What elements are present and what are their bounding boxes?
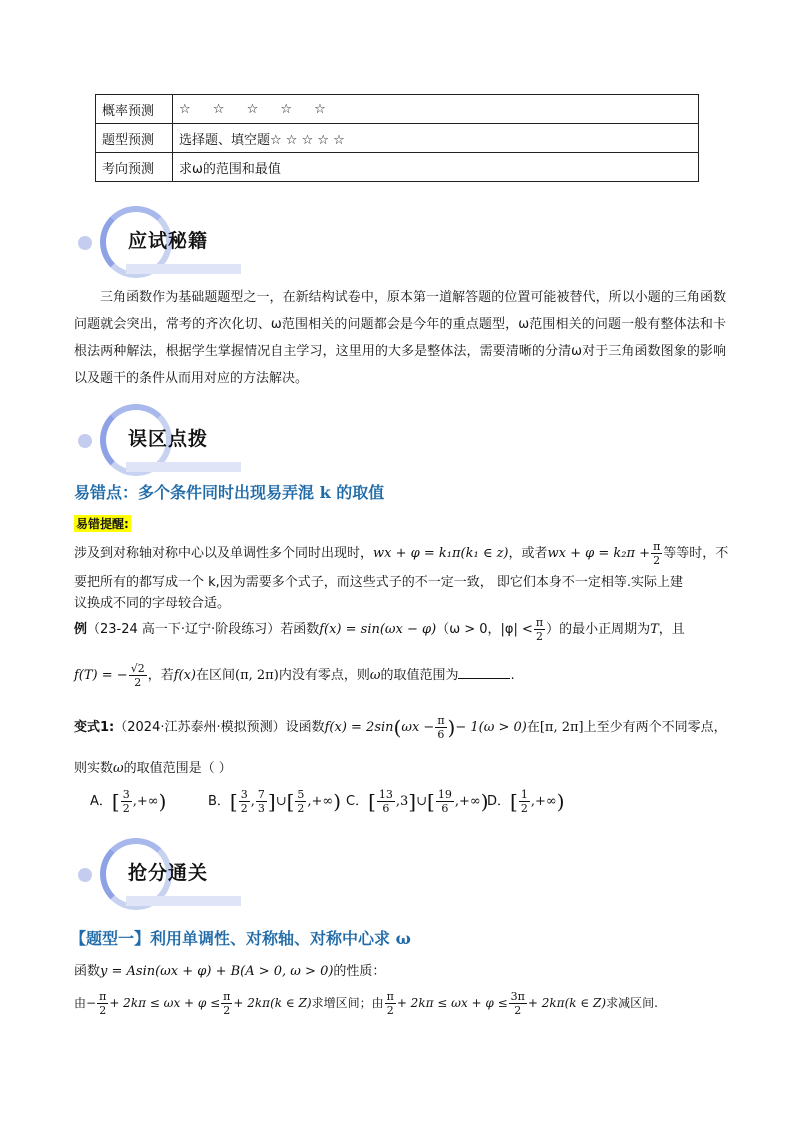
- formula: wx + φ = k₁π(k₁ ∈ z): [373, 546, 509, 561]
- section-header-errors: [78, 404, 248, 476]
- formula: [π, 2π]: [539, 720, 584, 735]
- formula: y = Asin(ωx + φ) + B(A > 0, ω > 0): [100, 964, 334, 979]
- formula: f(x) = 2sin: [324, 720, 394, 735]
- row-value: 选择题、填空题☆ ☆ ☆ ☆ ☆: [173, 124, 699, 153]
- formula: ωx −: [401, 720, 435, 735]
- decor-dot-icon: [78, 236, 92, 250]
- variant-line-2: [74, 757, 232, 776]
- table-row: [96, 153, 699, 182]
- table-row: [96, 124, 699, 153]
- type1-line-2: 由− $\frac{\pi}{2}$ + 2kπ ≤ ωx + φ ≤ $\frac{\pi}{2}$ + 2kπ(k ∈ Z)求增区间；由 $\frac{\pi}{2}$ + 2kπ ≤ ωx + φ ≤ $\frac{3\pi}{2}$ + 2kπ(k ∈ Z)求减区间.: [74, 990, 658, 1017]
- section-title: 抢分通关: [128, 862, 209, 884]
- answer-blank: [458, 666, 510, 679]
- text: ，或者: [508, 546, 548, 561]
- text: 内没有零点，则: [278, 668, 370, 683]
- intro-paragraph: 三角函数作为基础题题型之一，在新结构试卷中，原本第一道解答题的位置可能被替代，所以小题的三角函数问题就会突出，常考的齐次化切、ω范围相关的问题都会是今年的重点题型，ω范围相关的问题一般有整体法和卡根法两种解法，根据学生掌握情况自主学习，这里用的大多是整体法，需要清晰的分清ω对于三角函数图象的影响以及题干的条件从而用对应的方法解决。: [74, 290, 726, 386]
- text: 的性质：: [333, 964, 386, 979]
- variant-label: 变式1:: [74, 720, 115, 735]
- row-value: 求ω的范围和最值: [173, 153, 699, 182]
- decor-dot-icon: [78, 868, 92, 882]
- text: 求增区间；由: [311, 996, 384, 1010]
- option-label: C．: [346, 794, 369, 809]
- text: （2024·江苏泰州·模拟预测）设函数: [114, 720, 325, 735]
- text: 等等时，不: [663, 546, 729, 561]
- decor-dot-icon: [78, 434, 92, 448]
- row-value: ☆ ☆ ☆ ☆ ☆: [173, 95, 699, 124]
- formula: f(x) = sin(ωx − φ): [319, 622, 437, 637]
- type1-line-1: [74, 960, 385, 979]
- formula: (π, 2π): [235, 668, 279, 683]
- text: ）的最小正周期为: [546, 622, 651, 637]
- text: ，若: [147, 668, 174, 683]
- text: 在区间: [196, 668, 236, 683]
- fraction: $\frac{\pi}{2}$: [535, 616, 544, 643]
- formula: ω: [113, 761, 124, 776]
- text: 涉及到对称轴对称中心以及单调性多个同时出现时，: [74, 546, 374, 561]
- formula: wx + φ = k₂π +: [547, 546, 651, 561]
- prediction-table: [95, 94, 699, 182]
- error-tip-line-1: [74, 540, 728, 567]
- section-title: 应试秘籍: [128, 230, 209, 252]
- formula: T: [650, 622, 659, 637]
- text: （23-24 高一下·辽宁·阶段练习）若函数: [87, 622, 320, 637]
- example-line-2: [74, 662, 515, 689]
- option-b[interactable]: B．[ $\frac{3}{2}$ , $\frac{7}{3}$ ]∪[ $\frac{5}{2}$ ,+∞): [208, 788, 342, 815]
- formula: f(x): [173, 668, 197, 683]
- section-title: 误区点拨: [128, 428, 209, 450]
- option-a[interactable]: A．[ $\frac{3}{2}$ ,+∞): [90, 788, 167, 815]
- formula: − 1(ω > 0): [455, 720, 527, 735]
- option-d[interactable]: D．[ $\frac{1}{2}$ ,+∞): [487, 788, 565, 815]
- text: （ω > 0，|φ| <: [436, 622, 533, 637]
- error-tip-label: 易错提醒:: [76, 517, 129, 531]
- text: 由: [74, 996, 87, 1010]
- text: 的取值范围为: [380, 668, 459, 683]
- error-tip-line-3: 议换成不同的字母较合适。: [74, 596, 231, 611]
- fraction: $\frac{√2}{2}$: [130, 662, 145, 689]
- example-line-1: [74, 616, 685, 643]
- option-label: B．: [208, 794, 230, 809]
- text: 求减区间.: [606, 996, 658, 1010]
- row-label: 考向预测: [96, 153, 173, 182]
- formula: f(T) = −: [74, 668, 128, 683]
- option-label: A．: [90, 794, 112, 809]
- decor-bar: [126, 264, 241, 274]
- text: ，且: [658, 622, 685, 637]
- example-label: 例: [74, 622, 88, 637]
- text: 在: [526, 720, 540, 735]
- decor-bar: [126, 896, 241, 906]
- variant-line-1: [74, 714, 727, 741]
- error-point-heading: 易错点：多个条件同时出现易弄混 k 的取值: [74, 483, 385, 502]
- type1-heading: 【题型一】利用单调性、对称轴、对称中心求 ω: [70, 929, 411, 948]
- paren: ): [447, 715, 456, 740]
- row-label: 题型预测: [96, 124, 173, 153]
- fraction: $\frac{\pi}{6}$: [437, 714, 445, 741]
- option-c[interactable]: C．[ $\frac{13}{6}$ ,3]∪[ $\frac{19}{6}$ ,+∞): [346, 788, 489, 815]
- row-label: 概率预测: [96, 95, 173, 124]
- formula: ∪: [275, 794, 287, 809]
- text: 的取值范围是（ ）: [123, 761, 232, 776]
- fraction: $\frac{\pi}{2}$: [653, 540, 661, 567]
- table-row: [96, 95, 699, 124]
- section-header-tips: [78, 206, 248, 278]
- section-header-score: [78, 838, 248, 910]
- text: .: [510, 668, 515, 683]
- text: 函数: [74, 964, 101, 979]
- text: 则实数: [74, 761, 114, 776]
- formula: +∞: [136, 794, 159, 809]
- text: 上至少有两个不同零点，: [583, 720, 727, 735]
- paren: (: [393, 715, 402, 740]
- error-tip-line-2: 要把所有的都写成一个 k,因为需要多个式子，而这些式子的不一定一致， 即它们本身不一定相等.实际上建: [74, 575, 684, 590]
- option-label: D．: [487, 794, 511, 809]
- decor-bar: [126, 462, 241, 472]
- formula: ω: [369, 668, 381, 683]
